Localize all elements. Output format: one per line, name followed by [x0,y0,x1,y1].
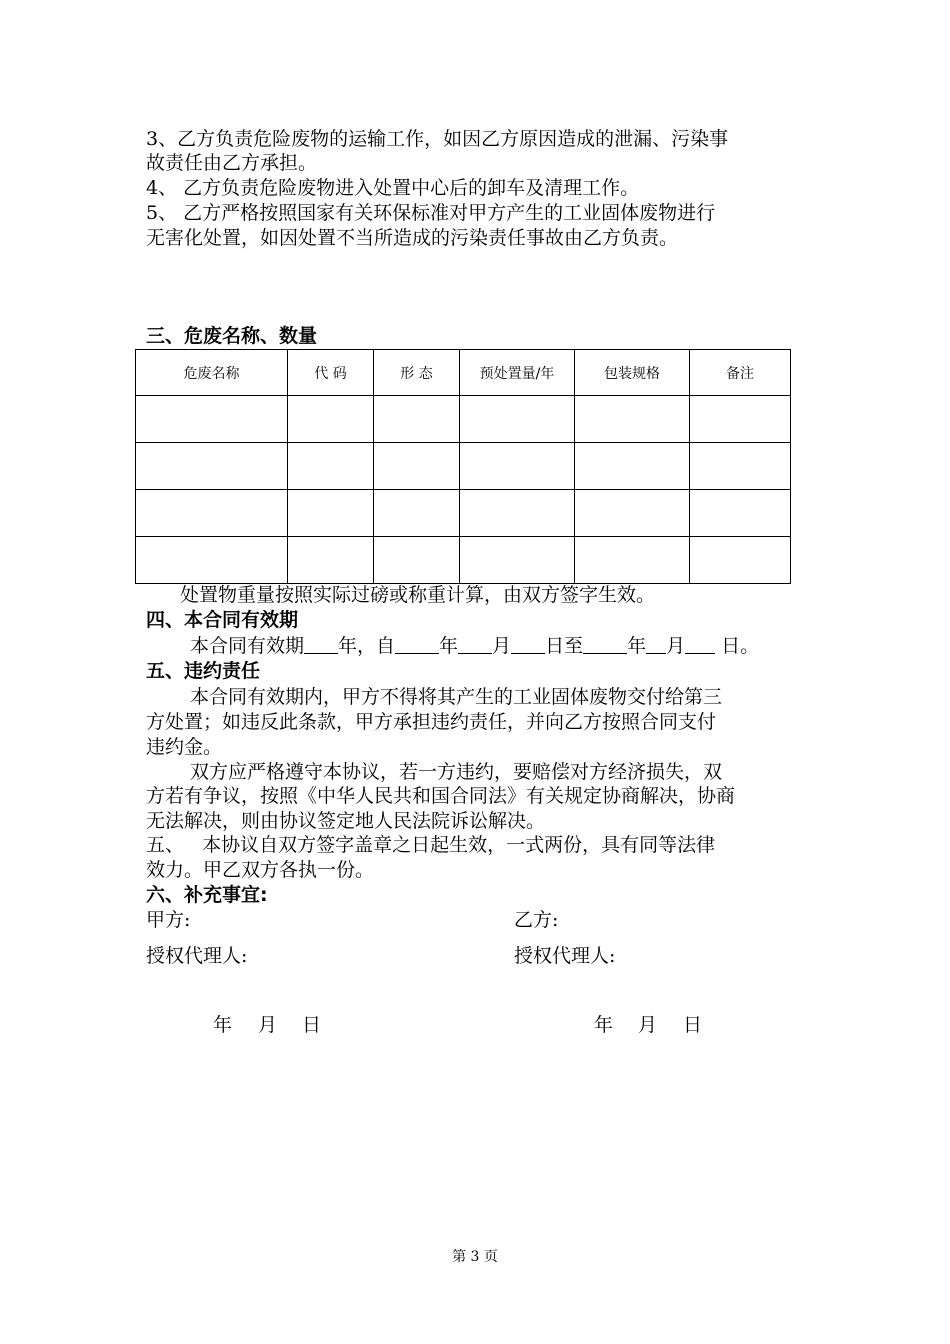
party-b-date-year: 年 [594,1014,614,1036]
weight-note: 处置物重量按照实际过磅或称重计算，由双方签字生效。 [180,584,656,606]
validity-text: 年 [627,635,647,657]
table-cell [460,443,575,490]
breach-para-1-line-3: 违约金。 [146,736,223,758]
header-waste-name: 危废名称 [136,350,288,396]
hazardous-waste-table [135,349,791,584]
table-cell [575,490,690,537]
breach-para-1-line-1: 本合同有效期内，甲方不得将其产生的工业固体废物交付给第三 [190,686,723,708]
validity-text: 本合同有效期 [190,635,305,657]
table-cell [690,490,791,537]
table-row [136,443,791,490]
table-cell [575,443,690,490]
table-cell [374,443,460,490]
table-cell [460,396,575,443]
table-cell [690,443,791,490]
header-form: 形 态 [374,350,460,396]
page-number: 第 3 页 [452,1249,498,1265]
header-annual-amount: 预处置量/年 [460,350,575,396]
header-code: 代 码 [288,350,374,396]
validity-text: 月 [666,635,686,657]
clause-3-line-2: 故责任由乙方承担。 [146,152,318,174]
section-6-heading: 六、补充事宜: [146,884,268,906]
section-4-heading: 四、本合同有效期 [146,609,299,631]
validity-period-line [190,635,820,657]
table-row [136,396,791,443]
table-cell [460,537,575,584]
clause-5-line-1: 5、 乙方严格按照国家有关环保标准对甲方产生的工业固体废物进行 [146,202,716,224]
table-cell [136,490,288,537]
party-a-label: 甲方: [146,909,191,931]
party-b-date-month: 月 [638,1014,658,1036]
breach-para-1-line-2: 方处置；如违反此条款，甲方承担违约责任，并向乙方按照合同支付 [146,711,717,733]
clause-4: 4、 乙方负责危险废物进入处置中心后的卸车及清理工作。 [146,177,640,199]
table-cell [575,396,690,443]
party-b-date-day: 日 [683,1014,703,1036]
clause-5-line-2: 无害化处置，如因处置不当所造成的污染责任事故由乙方负责。 [146,227,679,249]
table-cell [288,396,374,443]
blank-start-month [458,635,492,654]
agent-b-label: 授权代理人: [514,945,616,967]
table-cell [288,443,374,490]
table-cell [374,490,460,537]
blank-end-day [685,635,715,654]
header-packaging: 包装规格 [575,350,690,396]
effective-clause-line-1: 五、 本协议自双方签字盖章之日起生效，一式两份，具有同等法律 [146,834,716,856]
validity-text: 日至 [545,635,584,657]
agent-a-label: 授权代理人: [146,945,248,967]
blank-years [304,635,338,654]
party-a-date-month: 月 [258,1014,278,1036]
table-header-row [136,350,791,396]
validity-text: 年 [439,635,459,657]
party-a-date-day: 日 [302,1014,322,1036]
table-cell [460,490,575,537]
clause-3-line-1: 3、乙方负责危险废物的运输工作，如因乙方原因造成的泄漏、污染事 [146,128,729,150]
blank-start-day [511,635,545,654]
breach-para-2-line-3: 无法解决，则由协议签定地人民法院诉讼解决。 [146,810,546,832]
validity-text: 月 [492,635,512,657]
validity-text: 年，自 [338,635,396,657]
table-cell [288,490,374,537]
blank-end-month [646,635,666,654]
table-cell [374,537,460,584]
table-cell [288,537,374,584]
breach-para-2-line-2: 方若有争议，按照《中华人民共和国合同法》有关规定协商解决，协商 [146,785,736,807]
blank-end-year [583,635,627,654]
table-cell [374,396,460,443]
breach-para-2-line-1: 双方应严格遵守本协议，若一方违约，要赔偿对方经济损失，双 [190,761,723,783]
table-cell [136,443,288,490]
blank-start-year [395,635,439,654]
table-cell [136,537,288,584]
party-a-date-year: 年 [213,1014,233,1036]
header-remarks: 备注 [690,350,791,396]
table-row [136,490,791,537]
section-3-heading: 三、危废名称、数量 [146,325,318,347]
section-5-heading: 五、违约责任 [146,660,261,682]
effective-clause-line-2: 效力。甲乙双方各执一份。 [146,859,375,881]
table-cell [690,396,791,443]
table-cell [690,537,791,584]
table-row [136,537,791,584]
table-cell [575,537,690,584]
party-b-label: 乙方: [514,909,559,931]
table-cell [136,396,288,443]
validity-text: 日。 [715,635,760,657]
